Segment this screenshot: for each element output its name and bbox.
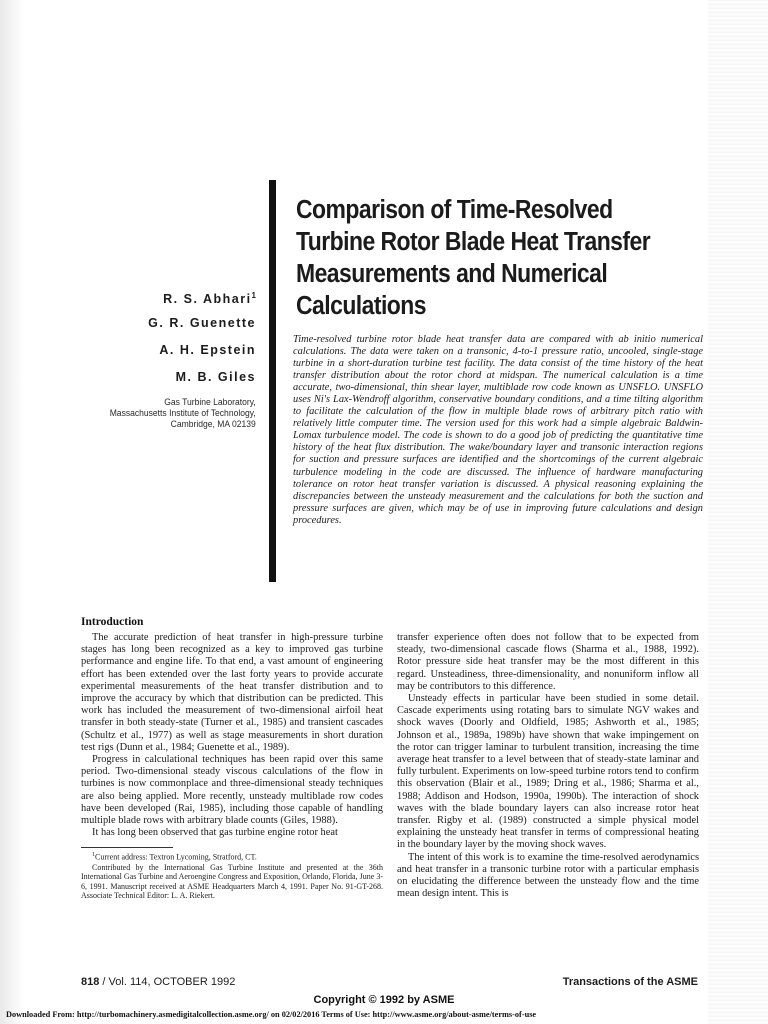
body-paragraph: The accurate prediction of heat transfer in high-pressure turbine stages has long been recognized as a key to improved gas turbine performance and engine life. To that end, a vast amount of engineering effort has been extended over the last forty years to provide accurate experimental measurements of the heat transfer distribution and to improve the accuracy by which that distribution can be predicted. This work has included the measurement of two-dimensional airfoil heat transfer in both steady-state (Turner et al., 1985) and transient cascades (Schultz et al., 1977) as well as stage measurements in short duration test rigs (Dunn et al., 1984; Guenette et al., 1989). bbox=[81, 632, 383, 753]
footnote bbox=[81, 851, 383, 862]
affiliation bbox=[110, 397, 256, 430]
affiliation-line: Massachusetts Institute of Technology, bbox=[109, 408, 256, 418]
author-name bbox=[102, 289, 256, 316]
author-block bbox=[102, 289, 256, 430]
author-name-text: A. H. Epstein bbox=[159, 343, 256, 357]
author-footnote-marker: 1 bbox=[251, 291, 256, 300]
body-paragraph: Progress in calculational techniques has been rapid over this same period. Two-dimensional steady viscous calculations of the flow in turbines is now commonplace and three-dimensional steady techniques are also being applied. More recently, unsteady multiblade row codes have been developed (Rai, 1985), including those capable of handling multiple blade rows with arbitrary blade counts (Giles, 1988). bbox=[81, 754, 383, 827]
abstract: Time-resolved turbine rotor blade heat transfer data are compared with ab initio numerical calculations. The data were taken on a transonic, 4-to-1 pressure ratio, uncooled, single-stage turbine in a short-duration turbine test facility. The data consist of the time history of the heat transfer distribution about the rotor chord at midspan. The numerical calculation is a time accurate, two-dimensional, thin shear layer, multiblade row code known as UNSFLO. UNSFLO uses Ni's Lax-Wendroff algorithm, conservative boundary conditions, and a time tilting algorithm to facilitate the calculation of the flow in multiple blade rows of arbitrary pitch ratio with relatively little computer time. The version used for this work had a simple algebraic Baldwin-Lomax turbulence model. The code is shown to do a good job of predicting the quantitative time history of the heat flux distribution. The wake/boundary layer and transonic interaction regions for suction and pressure surfaces are identified and the shortcomings of the current algebraic turbulence modeling in the code are discussed. The influence of hardware manufacturing tolerance on rotor heat transfer variation is discussed. A physical reasoning explaining the discrepancies between the unsteady measurement and the calculations for both the suction and pressure surfaces are given, which may be of use in improving future calculations and design procedures. bbox=[293, 334, 703, 526]
body-column-left bbox=[81, 614, 383, 901]
body-paragraph: Unsteady effects in particular have been studied in some detail. Cascade experiments using rotating bars to simulate NGV wakes and shock waves (Doorly and Oldfield, 1985; Ashworth et al., 1985; Johnson et al., 1989a, 1989b) have shown that wake impingement on the rotor can trigger laminar to turbulent transition, increasing the time average heat transfer to a level between that of steady-state laminar and fully turbulent. Experiments on low-speed turbine rotors tend to confirm this observation (Blair et al., 1989; Dring et al., 1986; Sharma et al., 1988; Addison and Hodson, 1990a, 1990b). The interaction of shock waves with the blade boundary layers can also increase rotor heat transfer. Rigby et al. (1989) constructed a simple physical model explaining the unsteady heat transfer in terms of compressional heating in the boundary layer by the moving shock waves. bbox=[397, 693, 699, 851]
body-column-right bbox=[397, 632, 699, 900]
footnote-divider bbox=[81, 847, 173, 848]
body-paragraph: transfer experience often does not follow that to be expected from steady, two-dimensional cascade flows (Sharma et al., 1988, 1992). Rotor pressure side heat transfer may be the most different in this regard. Unsteadiness, three-dimensionality, and nonuniform inflow all may be contributors to this difference. bbox=[397, 632, 699, 692]
journal-name: Transactions of the ASME bbox=[562, 976, 698, 988]
affiliation-line: Cambridge, MA 02139 bbox=[170, 419, 256, 429]
author-name-text: G. R. Guenette bbox=[148, 316, 256, 330]
page-number: 818 bbox=[81, 976, 100, 988]
title-vertical-rule bbox=[269, 180, 276, 582]
author-name bbox=[102, 370, 256, 397]
affiliation-line: Gas Turbine Laboratory, bbox=[164, 397, 256, 407]
footnote-marker: 1 bbox=[92, 852, 95, 859]
section-heading: Introduction bbox=[81, 616, 144, 628]
author-name bbox=[102, 316, 256, 343]
footnote-text: Current address: Textron Lycoming, Stratford, CT. bbox=[95, 853, 257, 863]
download-notice: Downloaded From: http://turbomachinery.asmedigitalcollection.asme.org/ on 02/02/2016 Terms of Use: http://www.asme.org/about-asme/terms-of-use bbox=[6, 1010, 537, 1019]
scan-edge-left bbox=[0, 0, 24, 1024]
footnote: Contributed by the International Gas Turbine Institute and presented at the 36th International Gas Turbine and Aeroengine Congress and Exposition, Orlando, Florida, June 3-6, 1991. Manuscript received at ASME Headquarters March 4, 1991. Paper No. 91-GT-268. Associate Technical Editor: L. A. Riekert. bbox=[81, 862, 383, 901]
page-folio bbox=[81, 976, 235, 988]
body-paragraph: The intent of this work is to examine the time-resolved aerodynamics and heat transfer in a transonic turbine rotor with a particular emphasis on elucidating the difference between the unsteady flow and the time mean design intent. This is bbox=[397, 851, 699, 900]
author-name-text: R. S. Abhari bbox=[163, 292, 252, 307]
body-paragraph: It has long been observed that gas turbine engine rotor heat bbox=[92, 827, 338, 839]
scan-edge-right bbox=[708, 0, 768, 1024]
author-name-text: M. B. Giles bbox=[175, 370, 256, 384]
author-name bbox=[102, 343, 256, 370]
paper-title: Comparison of Time-Resolved Turbine Rotor Blade Heat Transfer Measurements and Numerical Calculations bbox=[296, 196, 651, 320]
volume-info: / Vol. 114, OCTOBER 1992 bbox=[102, 976, 236, 988]
copyright-line: Copyright © 1992 by ASME bbox=[313, 994, 455, 1006]
